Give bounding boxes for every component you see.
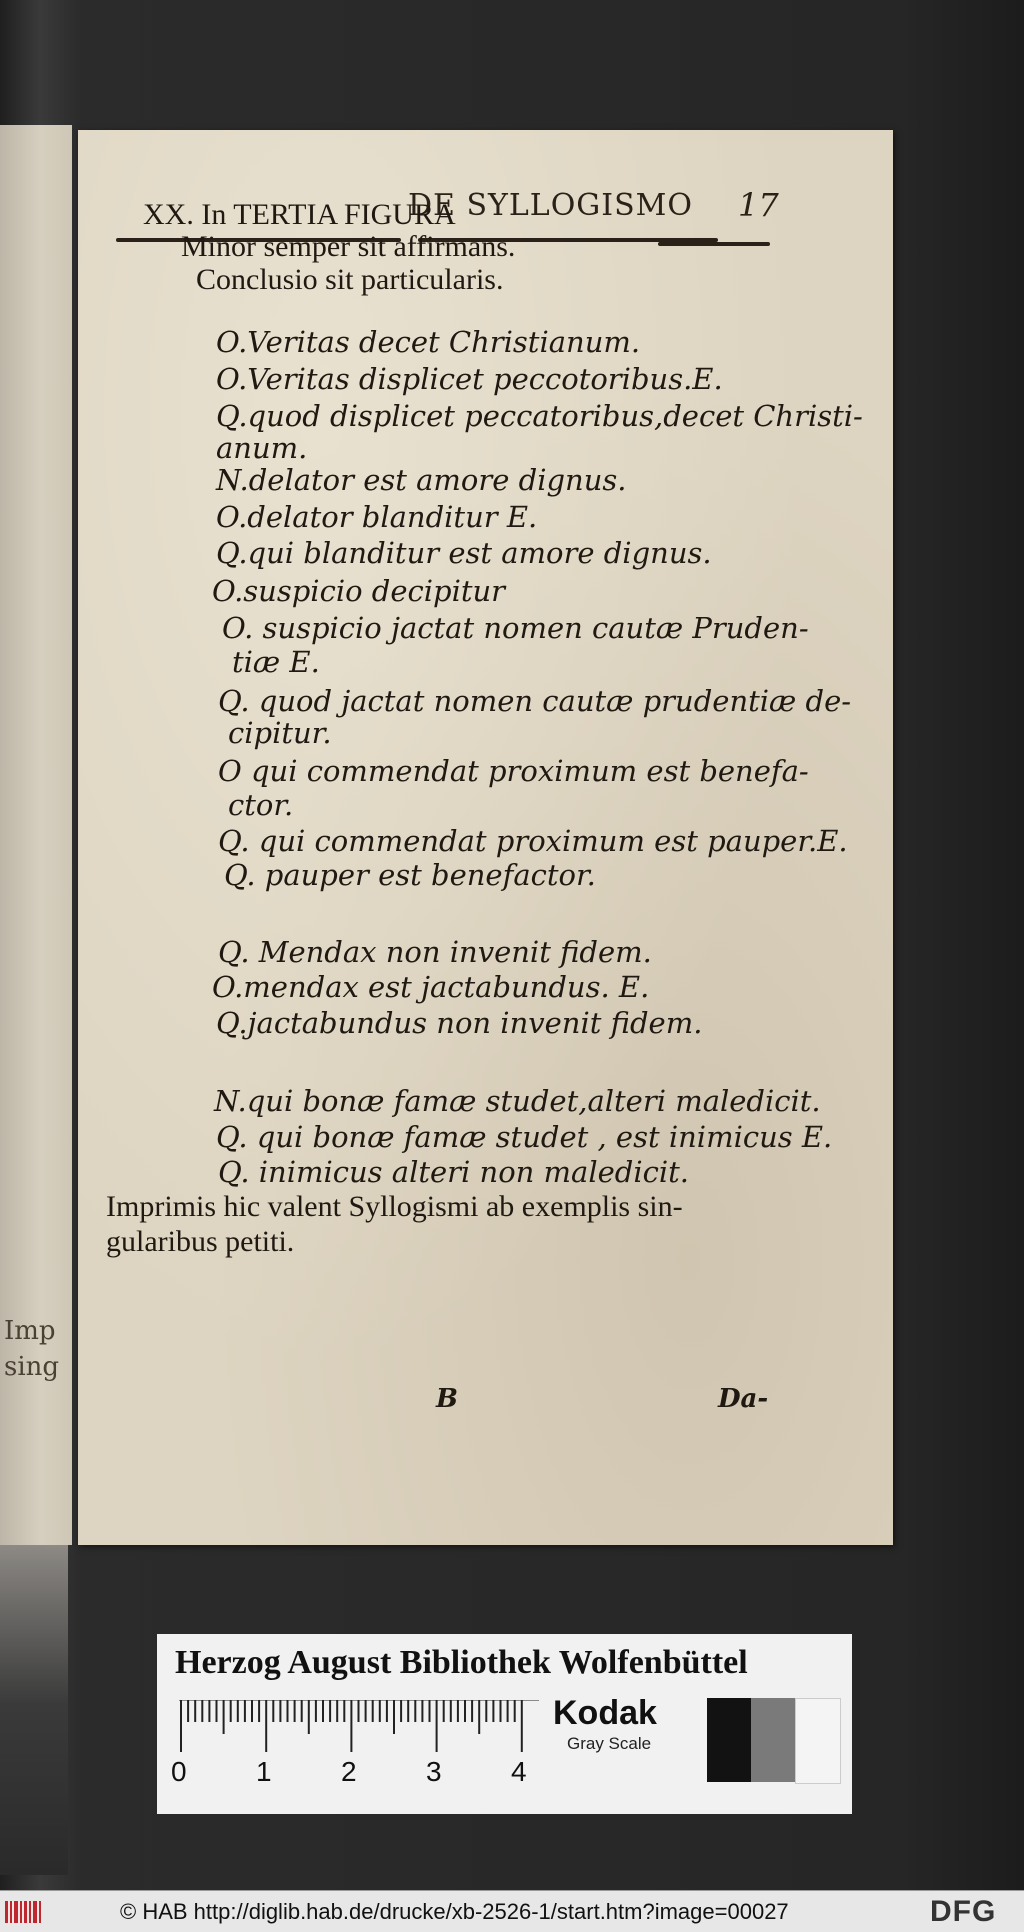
ruler-number: 1 xyxy=(256,1756,272,1787)
text-line: Q. qui commendat proximum est pauper.E. xyxy=(218,824,848,858)
hab-barcode-icon xyxy=(4,1899,46,1925)
text-line: O qui commendat proximum est benefa- xyxy=(218,754,809,788)
gray-swatch xyxy=(751,1698,795,1782)
white-swatch xyxy=(795,1698,841,1784)
text-line: Q.jactabundus non invenit fidem. xyxy=(216,1006,703,1040)
black-swatch xyxy=(707,1698,751,1782)
text-line: Q. inimicus alteri non maledicit. xyxy=(218,1155,690,1189)
facing-page-fragment: sing xyxy=(4,1352,60,1382)
text-line: O.Veritas displicet peccotoribus.E. xyxy=(216,362,723,396)
ruler-scale xyxy=(179,1700,539,1752)
text-line: ctor. xyxy=(228,788,294,822)
text-line: XX. In TERTIA FIGURA xyxy=(143,198,456,231)
viewer-footer xyxy=(0,1890,1024,1932)
text-line: Q.quod displicet peccatoribus,decet Christi- xyxy=(216,399,863,433)
dfg-logo: DFG xyxy=(930,1895,997,1928)
text-line: Q. pauper est benefactor. xyxy=(224,858,596,892)
text-line: Q. qui bonæ famæ studet , est inimicus E. xyxy=(216,1120,833,1154)
text-line: tiæ E. xyxy=(232,645,320,679)
library-name: Herzog August Bibliothek Wolfenbüttel xyxy=(175,1644,748,1681)
text-line: O.mendax est jactabundus. E. xyxy=(212,970,650,1004)
text-line: N.delator est amore dignus. xyxy=(216,463,627,497)
text-line: Imprimis hic valent Syllogismi ab exemplis sin- xyxy=(106,1190,683,1223)
running-header: DE SYLLOGISMO xyxy=(408,188,693,223)
text-line: O. suspicio jactat nomen cautæ Pruden- xyxy=(222,611,809,645)
text-line: anum. xyxy=(216,431,308,465)
kodak-logo: Kodak xyxy=(553,1694,657,1732)
text-line: Conclusio sit particularis. xyxy=(196,263,504,296)
text-line: N.qui bonæ famæ studet,alteri maledicit. xyxy=(214,1084,821,1118)
facing-page-shadow xyxy=(0,1545,68,1875)
text-line: gularibus petiti. xyxy=(106,1225,295,1258)
catchword: Da- xyxy=(718,1384,769,1414)
text-line: Q. Mendax non invenit fidem. xyxy=(218,935,652,969)
text-line: O.Veritas decet Christianum. xyxy=(216,325,641,359)
ruler-number: 3 xyxy=(426,1756,442,1787)
signature-mark: B xyxy=(436,1384,458,1414)
ruler-number: 4 xyxy=(511,1756,527,1787)
text-line: O.suspicio decipitur xyxy=(212,574,506,608)
text-line: Q.qui blanditur est amore dignus. xyxy=(216,536,712,570)
facing-page-fragment: Imp xyxy=(4,1316,56,1346)
text-line: O.delator blanditur E. xyxy=(216,500,538,534)
library-color-chart xyxy=(157,1634,852,1814)
page-number: 17 xyxy=(738,186,779,224)
ruler-number: 2 xyxy=(341,1756,357,1787)
gray-scale-label: Gray Scale xyxy=(567,1734,652,1753)
book-page xyxy=(78,130,893,1545)
text-line: Minor semper sit affirmans. xyxy=(181,230,516,263)
source-url[interactable]: © HAB http://diglib.hab.de/drucke/xb-2526-1/start.htm?image=00027 xyxy=(120,1899,789,1924)
text-line: Q. quod jactat nomen cautæ prudentiæ de- xyxy=(218,684,852,718)
text-line: cipitur. xyxy=(228,716,332,750)
header-rule xyxy=(658,242,770,246)
ruler-number: 0 xyxy=(171,1756,187,1787)
